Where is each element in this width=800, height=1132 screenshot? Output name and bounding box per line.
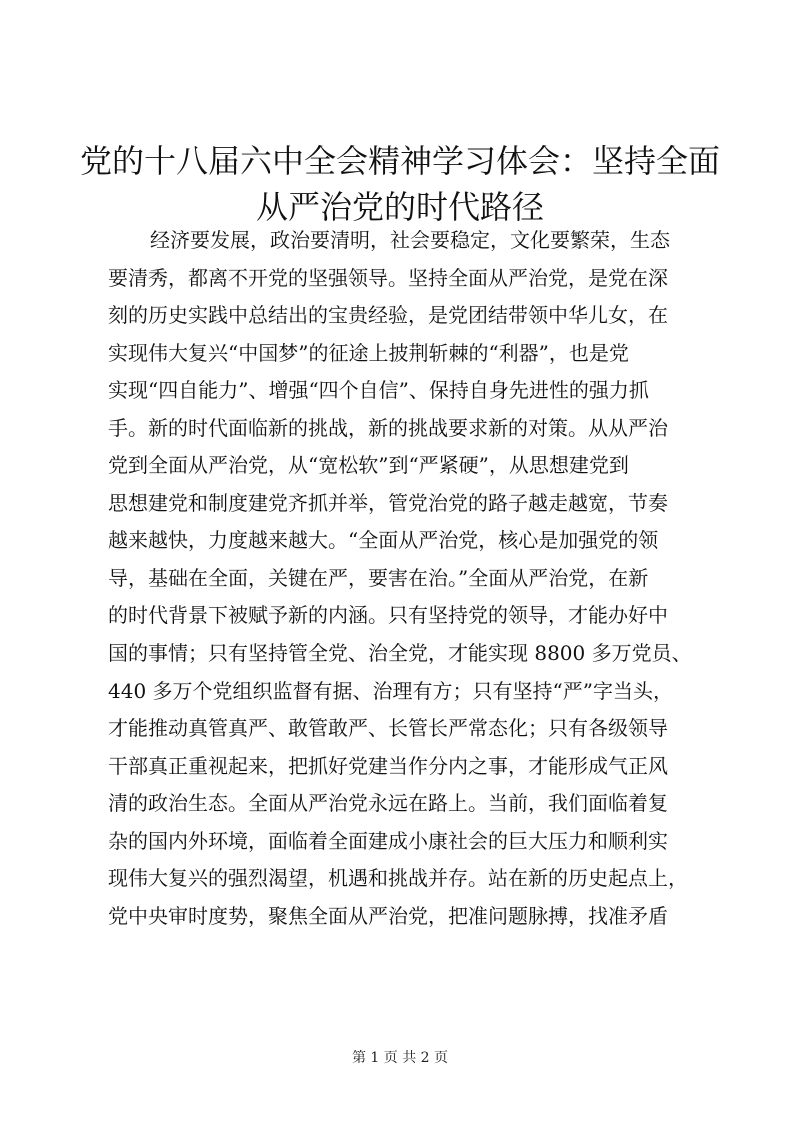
body-line: 党中央审时度势，聚焦全面从严治党，把准问题脉搏，找准矛盾 [108, 903, 668, 928]
body-line: 才能推动真管真严、敢管敢严、长管长严常态化；只有各级领导 [108, 716, 668, 741]
body-line: 刻的历史实践中总结出的宝贵经验，是党团结带领中华儿女，在 [108, 303, 668, 328]
body-line: 党到全面从严治党，从“宽松软”到“严紧硬”，从思想建党到 [108, 453, 629, 478]
body-line: 现伟大复兴的强烈渴望，机遇和挑战并存。站在新的历史起点上， [108, 866, 688, 891]
page-footer: 第 1 页 共 2 页 [351, 1050, 449, 1066]
body-paragraph [108, 222, 708, 935]
body-line: 国的事情；只有坚持管全党、治全党，才能实现 8800 多万党员、 [108, 641, 692, 666]
body-line: 要清秀，都离不开党的坚强领导。坚持全面从严治党，是党在深 [108, 265, 668, 290]
body-line: 干部真正重视起来，把抓好党建当作分内之事，才能形成气正风 [108, 753, 668, 778]
body-line: 思想建党和制度建党齐抓并举，管党治党的路子越走越宽，节奏 [108, 490, 668, 515]
body-line: 手。新的时代面临新的挑战，新的挑战要求新的对策。从从严治 [108, 415, 668, 440]
body-line: 清的政治生态。全面从严治党永远在路上。当前，我们面临着复 [108, 791, 668, 816]
title-line-1: 党的十八届六中全会精神学习体会：坚持全面 [79, 142, 720, 180]
body-line: 杂的国内外环境，面临着全面建成小康社会的巨大压力和顺利实 [108, 828, 668, 853]
body-line: 经济要发展，政治要清明，社会要稳定，文化要繁荣，生态 [150, 228, 670, 252]
document-title [60, 138, 740, 230]
title-line-2: 从严治党的时代路径 [255, 188, 544, 226]
body-line: 440 多万个党组织监督有据、治理有方；只有坚持“严”字当头， [108, 678, 673, 703]
body-line: 的时代背景下被赋予新的内涵。只有坚持党的领导，才能办好中 [108, 603, 668, 628]
body-line: 实现“四自能力”、增强“四个自信”、保持自身先进性的强力抓 [108, 378, 649, 403]
body-line: 导，基础在全面，关键在严，要害在治。”全面从严治党，在新 [108, 565, 649, 590]
body-line: 实现伟大复兴“中国梦”的征途上披荆斩棘的“利器”，也是党 [108, 340, 629, 365]
body-line: 越来越快，力度越来越大。“全面从严治党，核心是加强党的领 [108, 528, 659, 553]
